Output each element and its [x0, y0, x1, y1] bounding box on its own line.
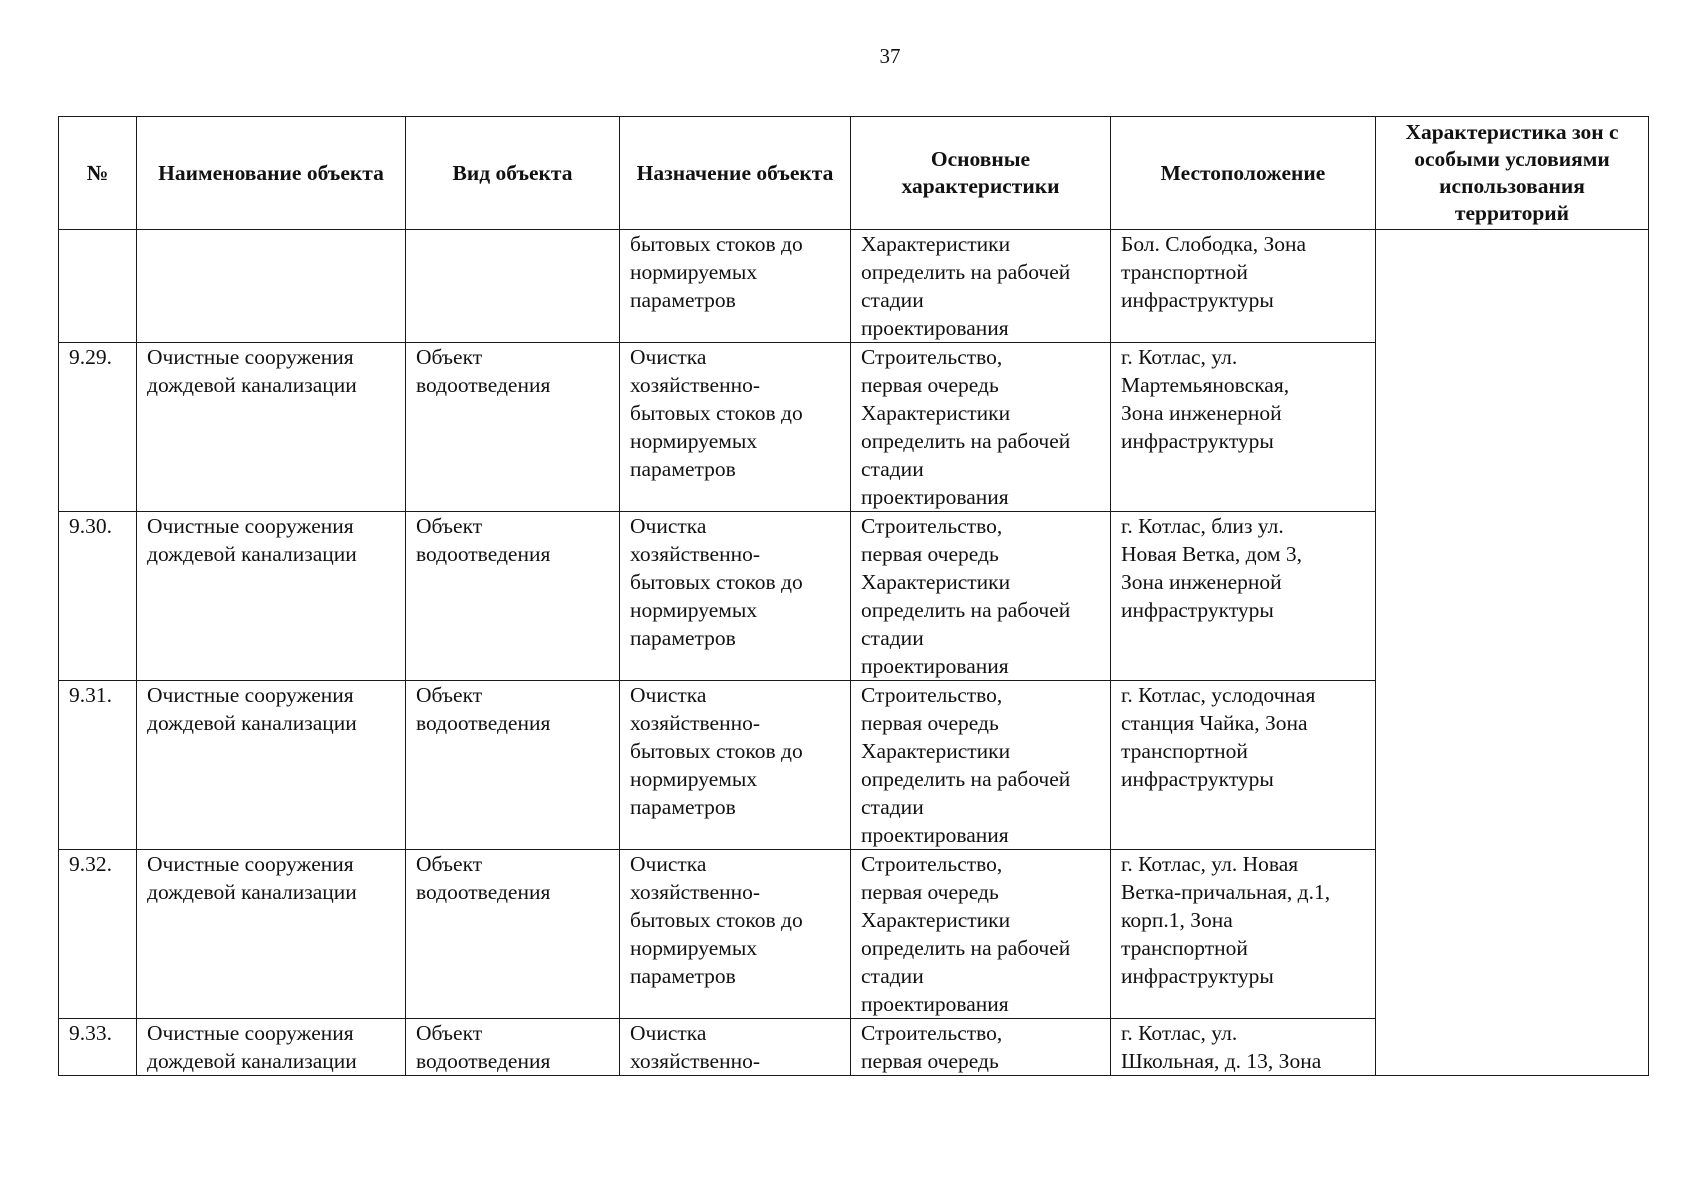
location-cell: г. Котлас, близ ул. Новая Ветка, дом 3, Зона инженерной инфраструктуры	[1111, 512, 1376, 681]
object-name-cell: Очистные сооружения дождевой канализации	[137, 512, 406, 681]
characteristics-cell: Строительство, первая очередь Характеристики определить на рабочей стадии проектирования	[851, 512, 1111, 681]
header-main-characteristics: Основные характеристики	[851, 117, 1111, 230]
header-zone-characteristics: Характеристика зон с особыми условиями использования территорий	[1376, 117, 1649, 230]
object-name-cell	[137, 230, 406, 343]
header-object-type: Вид объекта	[406, 117, 620, 230]
object-purpose-cell: Очистка хозяйственно- бытовых стоков до нормируемых параметров	[620, 850, 851, 1019]
zone-characteristics-cell	[1376, 230, 1649, 1076]
row-number: 9.32.	[59, 850, 137, 1019]
characteristics-cell: Характеристики определить на рабочей стадии проектирования	[851, 230, 1111, 343]
location-cell: г. Котлас, услодочная станция Чайка, Зона транспортной инфраструктуры	[1111, 681, 1376, 850]
row-number	[59, 230, 137, 343]
location-cell: г. Котлас, ул. Мартемьяновская, Зона инженерной инфраструктуры	[1111, 343, 1376, 512]
object-purpose-cell: Очистка хозяйственно- бытовых стоков до нормируемых параметров	[620, 512, 851, 681]
location-cell: г. Котлас, ул. Новая Ветка-причальная, д.1, корп.1, Зона транспортной инфраструктуры	[1111, 850, 1376, 1019]
header-number: №	[59, 117, 137, 230]
row-number: 9.29.	[59, 343, 137, 512]
characteristics-cell: Строительство, первая очередь	[851, 1019, 1111, 1076]
header-object-name: Наименование объекта	[137, 117, 406, 230]
row-number: 9.31.	[59, 681, 137, 850]
object-type-cell	[406, 230, 620, 343]
characteristics-cell: Строительство, первая очередь Характеристики определить на рабочей стадии проектирования	[851, 681, 1111, 850]
object-name-cell: Очистные сооружения дождевой канализации	[137, 850, 406, 1019]
object-type-cell: Объект водоотведения	[406, 681, 620, 850]
characteristics-cell: Строительство, первая очередь Характеристики определить на рабочей стадии проектирования	[851, 850, 1111, 1019]
object-purpose-cell: Очистка хозяйственно-	[620, 1019, 851, 1076]
object-type-cell: Объект водоотведения	[406, 343, 620, 512]
object-purpose-cell: бытовых стоков до нормируемых параметров	[620, 230, 851, 343]
location-cell: г. Котлас, ул. Школьная, д. 13, Зона	[1111, 1019, 1376, 1076]
objects-table	[58, 116, 1649, 1076]
object-type-cell: Объект водоотведения	[406, 1019, 620, 1076]
object-type-cell: Объект водоотведения	[406, 512, 620, 681]
location-cell: Бол. Слободка, Зона транспортной инфраструктуры	[1111, 230, 1376, 343]
row-number: 9.33.	[59, 1019, 137, 1076]
characteristics-cell: Строительство, первая очередь Характеристики определить на рабочей стадии проектирования	[851, 343, 1111, 512]
object-name-cell: Очистные сооружения дождевой канализации	[137, 1019, 406, 1076]
object-purpose-cell: Очистка хозяйственно- бытовых стоков до нормируемых параметров	[620, 681, 851, 850]
row-number: 9.30.	[59, 512, 137, 681]
object-name-cell: Очистные сооружения дождевой канализации	[137, 681, 406, 850]
object-purpose-cell: Очистка хозяйственно- бытовых стоков до нормируемых параметров	[620, 343, 851, 512]
header-object-purpose: Назначение объекта	[620, 117, 851, 230]
object-type-cell: Объект водоотведения	[406, 850, 620, 1019]
table-row	[59, 230, 1649, 343]
page-number: 37	[879, 44, 901, 68]
object-name-cell: Очистные сооружения дождевой канализации	[137, 343, 406, 512]
header-location: Местоположение	[1111, 117, 1376, 230]
table-header-row	[59, 117, 1649, 230]
